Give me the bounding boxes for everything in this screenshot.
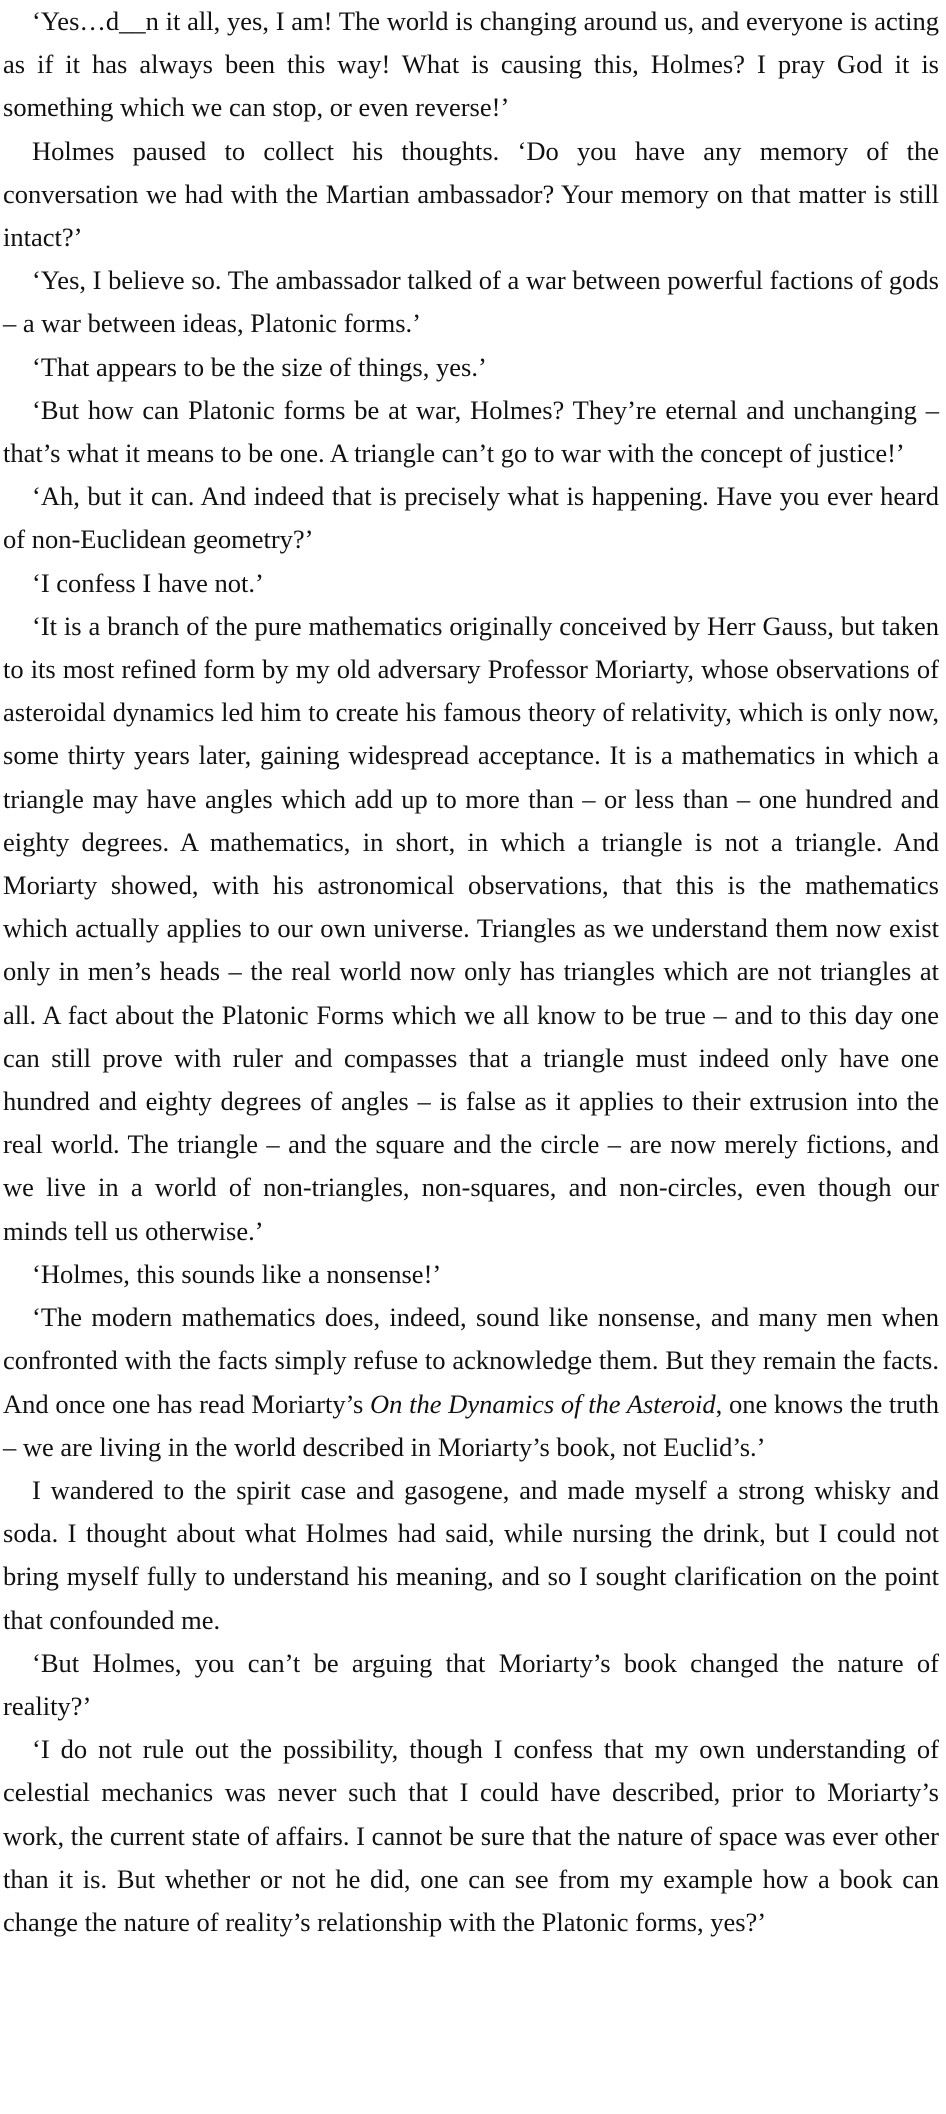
paragraph: I wandered to the spirit case and gasogene, and made myself a strong whisky and soda. I thought about what Holmes had said, while nursing the drink, but I could not bring myself fully to understand his meaning, and so I sought clarification on the point that confounded me. bbox=[3, 1474, 939, 1635]
book-title: On the Dynamics of the Asteroid bbox=[370, 1388, 716, 1419]
paragraph: ‘That appears to be the size of things, yes.’ bbox=[32, 351, 487, 382]
paragraph: ‘Holmes, this sounds like a nonsense!’ bbox=[32, 1258, 442, 1289]
paragraph: ‘I confess I have not.’ bbox=[32, 567, 264, 598]
paragraph-text-after: , one knows the truth – we are living in the world described in Moriarty’s book, not Euclid’s.’ bbox=[3, 1388, 939, 1462]
paragraph: ‘But Holmes, you can’t be arguing that Moriarty’s book changed the nature of reality?’ bbox=[3, 1647, 939, 1721]
paragraph: ‘Yes…d__n it all, yes, I am! The world is changing around us, and everyone is acting as if it has always been this way! What is causing this, Holmes? I pray God it is something which we can stop, or even reverse!’ bbox=[3, 6, 939, 123]
paragraph: ‘I do not rule out the possibility, though I confess that my own understanding of celestial mechanics was never such that I could have described, prior to Moriarty’s work, the current state of affairs. I cannot be sure that the nature of space was ever other than it is. But whether or not he did, one can see from my example how a book can change the nature of reality’s relationship with the Platonic forms, yes?’ bbox=[3, 1734, 939, 1937]
paragraph: ‘Ah, but it can. And indeed that is precisely what is happening. Have you ever heard of non-Euclidean geometry?’ bbox=[3, 481, 939, 555]
paragraph: Holmes paused to collect his thoughts. ‘Do you have any memory of the conversation we had with the Martian ambassador? Your memory on that matter is still intact?’ bbox=[3, 135, 939, 253]
paragraph bbox=[3, 1296, 939, 1469]
paragraph: ‘Yes, I believe so. The ambassador talked of a war between powerful factions of gods – a war between ideas, Platonic forms.’ bbox=[3, 265, 939, 339]
paragraph: ‘It is a branch of the pure mathematics originally conceived by Herr Gauss, but taken to its most refined form by my old adversary Professor Moriarty, whose observations of asteroidal dynamics led him to create his famous theory of relativity, which is only now, some thirty years later, gaining widespread acceptance. It is a mathematics in which a triangle may have angles which add up to more than – or less than – one hundred and eighty degrees. A mathematics, in short, in which a triangle is not a triangle. And Moriarty showed, with his astronomical observations, that this is the mathematics which actually applies to our own universe. Triangles as we understand them now exist only in men’s heads – the real world now only has triangles which are not triangles at all. A fact about the Platonic Forms which we all know to be true – and to this day one can still prove with ruler and compasses that a triangle must indeed only have one hundred and eighty degrees of angles – is false as it applies to their extrusion into the real world. The triangle – and the square and the circle – are now merely fictions, and we live in a world of non-triangles, non-squares, and non-circles, even though our minds tell us otherwise.’ bbox=[3, 610, 939, 1246]
paragraph: ‘But how can Platonic forms be at war, Holmes? They’re eternal and unchanging – that’s what it means to be one. A triangle can’t go to war with the concept of justice!’ bbox=[3, 394, 939, 469]
paragraph-text-before: ‘The modern mathematics does, indeed, sound like nonsense, and many men when confronted with the facts simply refuse to acknowledge them. But they remain the facts. And once one has read Moriarty’s bbox=[3, 1302, 939, 1419]
